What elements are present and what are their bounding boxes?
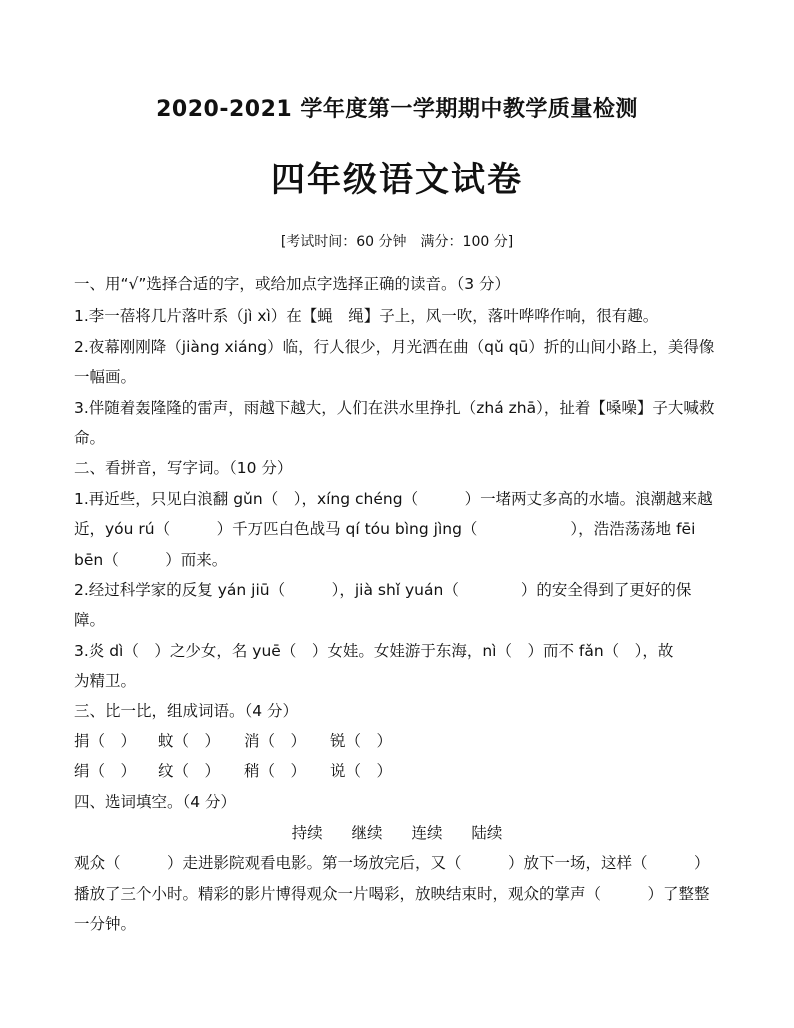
word-choice: 持续 (291, 824, 323, 842)
word-choice: 连续 (411, 824, 443, 842)
word-pair: 捐（ ） (74, 732, 137, 750)
question-line: 近，yóu rú（ ）千万匹白色战马 qí tóu bìng jìng（ ），浩浩荡荡地 fēi (74, 520, 696, 538)
question-line: 障。 (74, 611, 106, 629)
question-line: 1.李一蓓将几片落叶系（jì xì）在【蝇 绳】子上，风一吹，落叶哗哗作响，很有趣。 (74, 307, 659, 325)
section-4-heading: 四、选词填空。（4 分） (74, 793, 237, 811)
section-3-heading: 三、比一比，组成词语。（4 分） (74, 702, 299, 720)
question-line: 观众（ ）走进影院观看电影。第一场放完后，又（ ）放下一场，这样（ ） (74, 854, 710, 872)
question-line: 1.再近些，只见白浪翻 gǔn（ ），xíng chéng（ ）一堵两丈多高的水墙。浪潮越来越 (74, 490, 713, 508)
word-pair: 稍（ ） (244, 762, 307, 780)
question-line: 2.经过科学家的反复 yán jiū（ ），jià shǐ yuán（ ）的安全得到了更好的保 (74, 581, 692, 599)
exam-subtitle: 四年级语文试卷 (271, 160, 523, 200)
question-line: 一分钟。 (74, 915, 137, 933)
exam-info: [考试时间：60 分钟 满分：100 分] (280, 234, 514, 250)
exam-title: 2020-2021 学年度第一学期期中教学质量检测 (156, 97, 638, 122)
section-2-heading: 二、看拼音，写字词。（10 分） (74, 459, 293, 477)
word-pair: 纹（ ） (158, 762, 221, 780)
question-line: 3.伴随着轰隆隆的雷声，雨越下越大，人们在洪水里挣扎（zhá zhā），扯着【嗓噪】子大喊救 (74, 399, 715, 417)
question-line: 3.炎 dì（ ）之少女，名 yuē（ ）女娃。女娃游于东海，nì（ ）而不 fǎn（ ），故 (74, 642, 674, 660)
word-pair: 消（ ） (244, 732, 307, 750)
word-choices (0, 821, 794, 843)
section-1-heading: 一、用“√”选择合适的字，或给加点字选择正确的读音。（3 分） (74, 275, 510, 293)
question-line: 2.夜幕刚刚降（jiàng xiáng）临，行人很少，月光洒在曲（qǔ qū）折的山间小路上，美得像 (74, 338, 715, 356)
word-choice: 陆续 (471, 824, 503, 842)
word-choice: 继续 (351, 824, 383, 842)
question-line: 一幅画。 (74, 368, 137, 386)
word-pair: 蚊（ ） (158, 732, 221, 750)
word-pair: 说（ ） (330, 762, 393, 780)
question-line: 为精卫。 (74, 672, 137, 690)
word-pair: 绢（ ） (74, 762, 137, 780)
question-line: 命。 (74, 429, 106, 447)
word-pair: 锐（ ） (330, 732, 393, 750)
question-line: 播放了三个小时。精彩的影片博得观众一片喝彩，放映结束时，观众的掌声（ ）了整整 (74, 885, 710, 903)
question-line: bēn（ ）而来。 (74, 551, 228, 569)
